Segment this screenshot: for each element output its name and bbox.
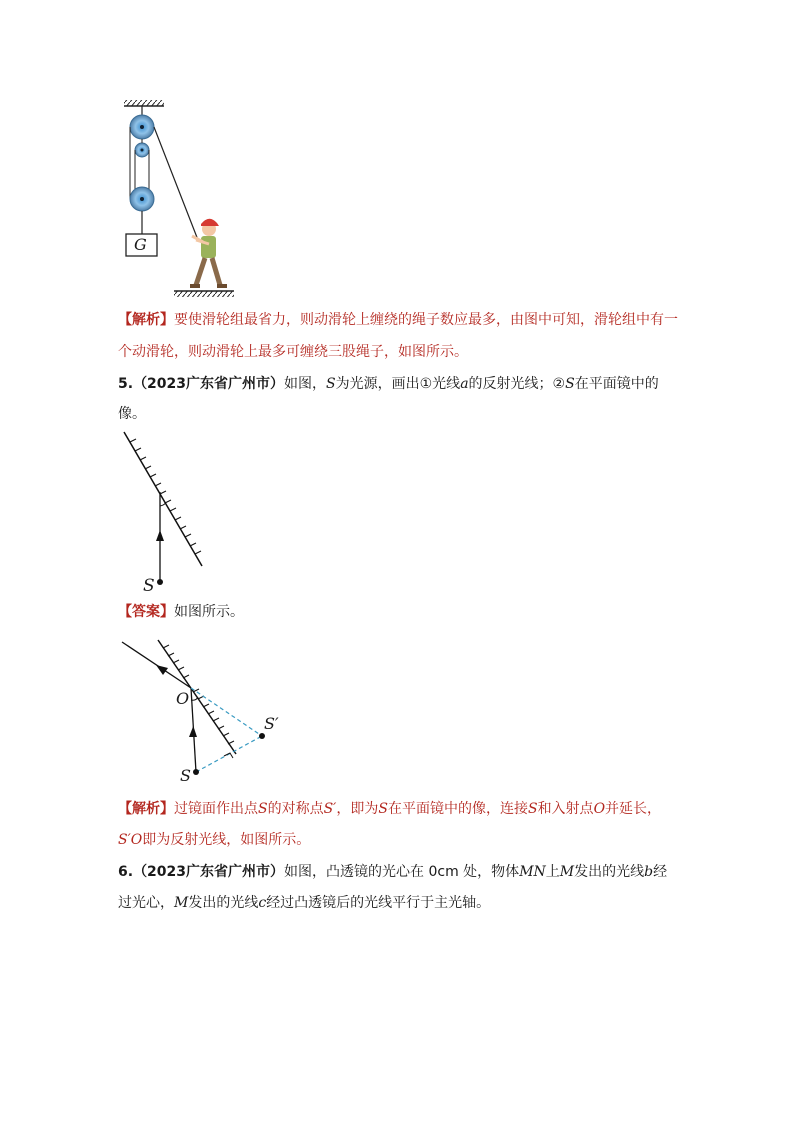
- var-s: S: [527, 801, 538, 817]
- analysis-tag: 【解析】: [118, 312, 174, 328]
- question-source: （2023广东省广州市）: [133, 376, 285, 392]
- question-text: 如图，: [284, 376, 327, 392]
- answer-text: 如图所示。: [174, 604, 244, 620]
- point-o-label: O: [176, 689, 190, 708]
- var-a: a: [460, 376, 469, 392]
- analysis-tag: 【解析】: [118, 801, 174, 817]
- var-mn: MN: [519, 864, 546, 880]
- block-g-label: G: [134, 235, 147, 254]
- var-o: O: [593, 801, 606, 817]
- analysis-text: 过镜面作出点: [174, 801, 258, 817]
- question-source: （2023广东省广州市）: [133, 864, 285, 880]
- question-number: 6.: [118, 864, 134, 880]
- question-text: 为光源，画出①光线: [335, 376, 461, 392]
- var-m: M: [559, 864, 575, 880]
- analysis-text: 并延长，: [605, 801, 662, 817]
- question-text: 过光心，: [118, 895, 174, 911]
- var-c: c: [258, 895, 267, 911]
- question-text: 经: [653, 864, 668, 880]
- question-number: 5.: [118, 376, 134, 392]
- var-s: S: [326, 376, 336, 392]
- question-text: 如图，凸透镜的光心在 0cm 处，物体: [284, 864, 520, 880]
- answer-tag: 【答案】: [118, 604, 174, 620]
- question-text: 上: [545, 864, 560, 880]
- var-s: S: [565, 376, 575, 392]
- analysis-text: 要使滑轮组最省力，则动滑轮上缠绕的绳子数应最多，由图中可知，滑轮组中有一: [174, 312, 678, 328]
- var-s: S: [378, 801, 388, 817]
- q5-question-line-2: 像。: [118, 406, 146, 422]
- analysis-text: ，即为: [336, 801, 379, 817]
- analysis-text: 和入射点: [537, 801, 594, 817]
- point-s-label: S: [143, 576, 155, 596]
- q6-question-line-2: [118, 893, 490, 913]
- question-text: 的反射光线；②: [468, 376, 566, 392]
- question-text: 发出的光线: [574, 864, 645, 880]
- q4-analysis-line-2: 个动滑轮，则动滑轮上最多可缠绕三股绳子，如图所示。: [118, 344, 468, 360]
- analysis-text: 即为反射光线，如图所示。: [142, 832, 311, 848]
- analysis-text: 在平面镜中的像，连接: [387, 801, 528, 817]
- var-m: M: [174, 895, 189, 911]
- question-text: 在平面镜中的: [574, 376, 659, 392]
- var-b: b: [644, 864, 654, 880]
- var-s: S: [258, 801, 268, 817]
- point-s-label: S: [180, 766, 191, 785]
- q5-analysis-line-1: [118, 799, 661, 819]
- point-s-prime-label: S′: [264, 714, 279, 733]
- var-s-prime: S′: [323, 801, 337, 817]
- question-text: 经过凸透镜后的光线平行于主光轴。: [266, 895, 491, 911]
- question-text: 发出的光线: [188, 895, 259, 911]
- q5-analysis-line-2: [118, 830, 310, 850]
- analysis-text: 的对称点: [267, 801, 324, 817]
- q6-question-line-1: [118, 862, 667, 882]
- var-so: S′O: [118, 832, 143, 848]
